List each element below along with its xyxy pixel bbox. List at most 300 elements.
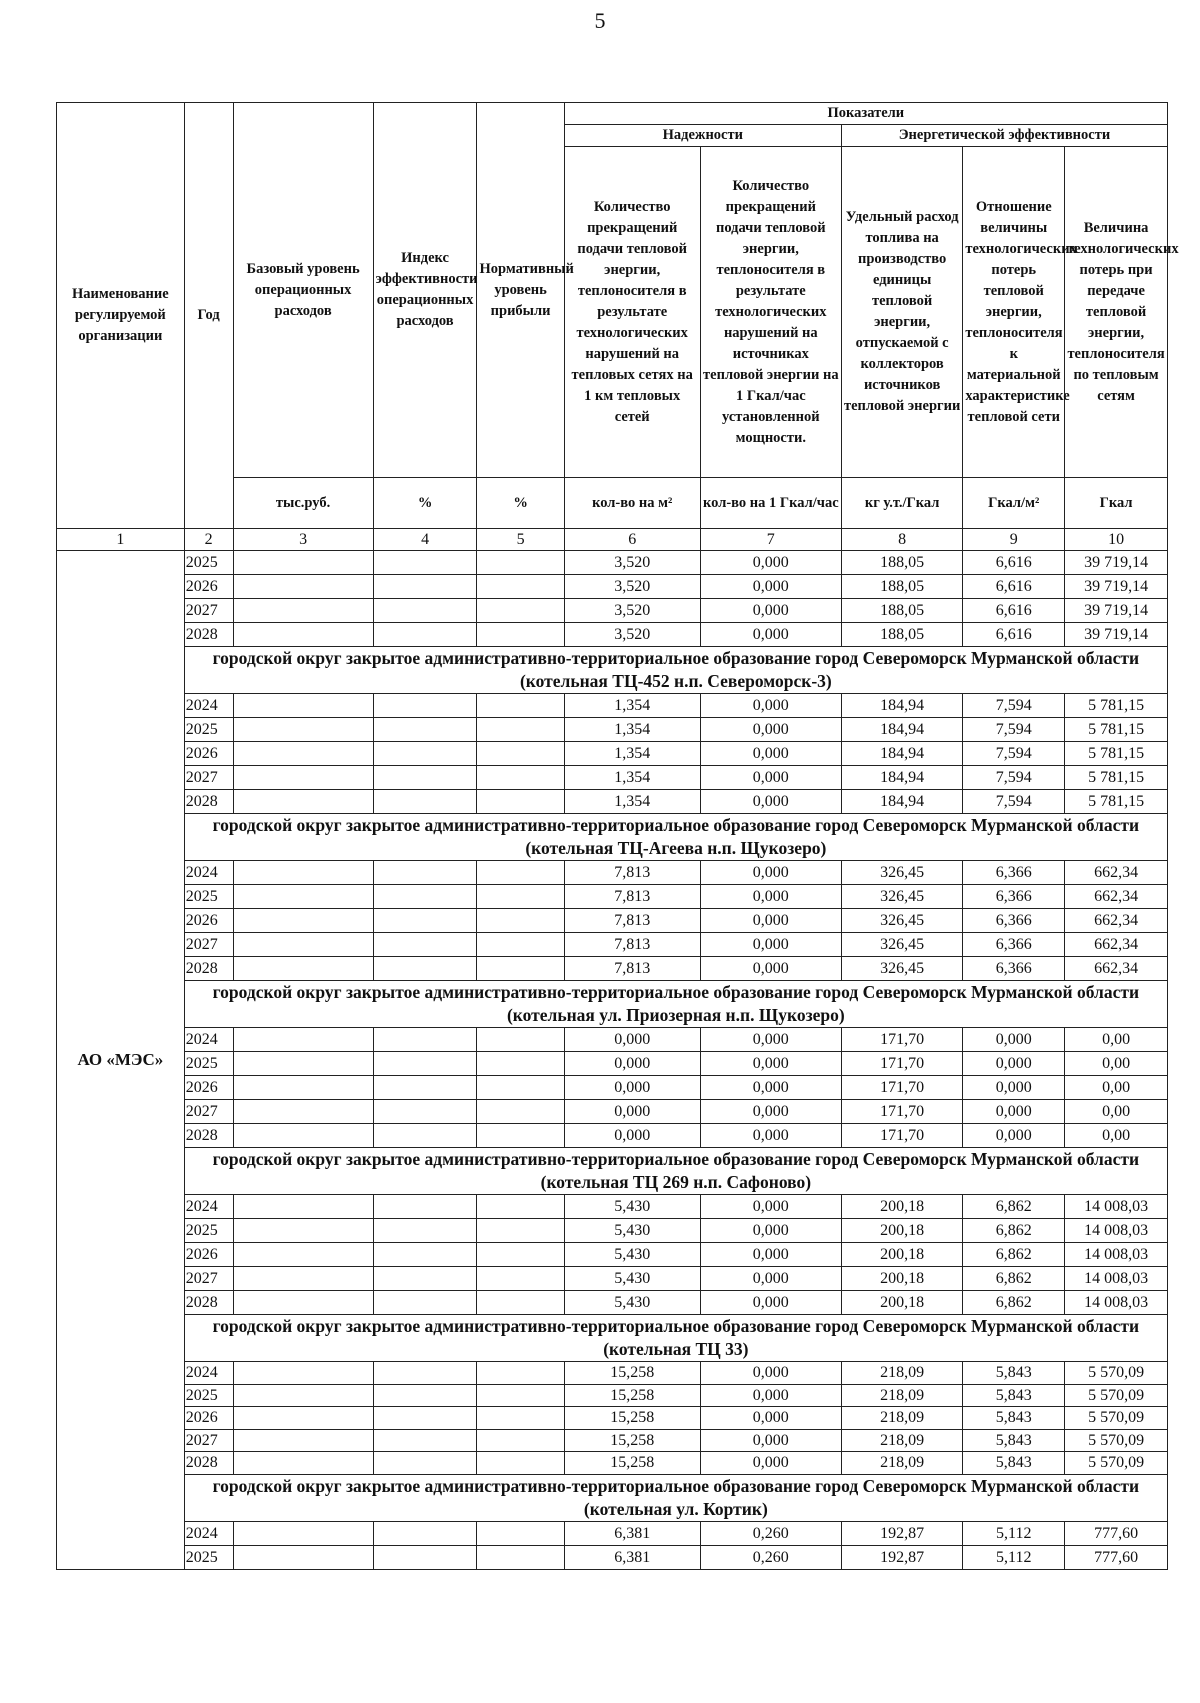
value-cell: 200,18 [841, 1267, 962, 1291]
value-cell: 0,000 [963, 1124, 1065, 1148]
table-row [57, 933, 1168, 957]
empty-cell [233, 1291, 373, 1315]
value-cell: 0,000 [700, 1124, 841, 1148]
empty-cell [233, 885, 373, 909]
year-cell: 2025 [184, 551, 233, 575]
table-row [57, 1243, 1168, 1267]
value-cell: 5 570,09 [1065, 1452, 1168, 1475]
value-cell: 7,594 [963, 742, 1065, 766]
value-cell: 14 008,03 [1065, 1243, 1168, 1267]
value-cell: 0,000 [700, 1291, 841, 1315]
value-cell: 14 008,03 [1065, 1219, 1168, 1243]
year-cell: 2027 [184, 766, 233, 790]
value-cell: 5,430 [564, 1195, 700, 1219]
year-cell: 2026 [184, 575, 233, 599]
value-cell: 0,000 [700, 742, 841, 766]
value-cell: 0,000 [700, 766, 841, 790]
empty-cell [233, 1407, 373, 1430]
value-cell: 6,381 [564, 1521, 700, 1545]
table-row [57, 1219, 1168, 1243]
empty-cell [373, 1076, 477, 1100]
value-cell: 0,000 [700, 1219, 841, 1243]
value-cell: 14 008,03 [1065, 1267, 1168, 1291]
section-title: городской округ закрытое административно-территориальное образование город Североморск Мурманской области (котельная ТЦ-452 н.п. Североморск-3) [184, 647, 1167, 694]
value-cell: 7,813 [564, 933, 700, 957]
table-row [57, 1124, 1168, 1148]
table-row [57, 1429, 1168, 1452]
value-cell: 5,843 [963, 1384, 1065, 1407]
table-row [57, 694, 1168, 718]
value-cell: 5,112 [963, 1545, 1065, 1569]
value-cell: 0,000 [963, 1028, 1065, 1052]
section-row [57, 981, 1168, 1028]
value-cell: 5 781,15 [1065, 694, 1168, 718]
empty-cell [477, 718, 564, 742]
empty-cell [373, 766, 477, 790]
empty-cell [233, 1362, 373, 1385]
empty-cell [373, 1219, 477, 1243]
value-cell: 192,87 [841, 1521, 962, 1545]
table-row [57, 1384, 1168, 1407]
value-cell: 0,000 [700, 1052, 841, 1076]
value-cell: 7,594 [963, 694, 1065, 718]
year-cell: 2028 [184, 790, 233, 814]
empty-cell [477, 1291, 564, 1315]
header-base-opex: Базовый уровень операционных расходов [233, 103, 373, 478]
empty-cell [373, 1521, 477, 1545]
empty-cell [373, 742, 477, 766]
value-cell: 0,000 [700, 957, 841, 981]
section-title: городской округ закрытое административно-территориальное образование город Североморск Мурманской области (котельная ТЦ 33) [184, 1315, 1167, 1362]
value-cell: 3,520 [564, 575, 700, 599]
table-row [57, 1100, 1168, 1124]
header-efficiency-index: Индекс эффективности операционных расходов [373, 103, 477, 478]
value-cell: 218,09 [841, 1429, 962, 1452]
empty-cell [373, 1243, 477, 1267]
value-cell: 0,000 [700, 1362, 841, 1385]
section-row [57, 1315, 1168, 1362]
empty-cell [373, 933, 477, 957]
year-cell: 2025 [184, 1052, 233, 1076]
table-row [57, 742, 1168, 766]
table-row [57, 1076, 1168, 1100]
year-cell: 2024 [184, 694, 233, 718]
value-cell: 5,843 [963, 1362, 1065, 1385]
value-cell: 171,70 [841, 1076, 962, 1100]
value-cell: 662,34 [1065, 909, 1168, 933]
header-org-name: Наименование регулируемой организации [57, 103, 185, 529]
year-cell: 2025 [184, 885, 233, 909]
value-cell: 0,000 [700, 1407, 841, 1430]
empty-cell [373, 599, 477, 623]
value-cell: 188,05 [841, 575, 962, 599]
empty-cell [373, 1267, 477, 1291]
value-cell: 171,70 [841, 1052, 962, 1076]
year-cell: 2028 [184, 1452, 233, 1475]
value-cell: 0,000 [700, 1076, 841, 1100]
table-row [57, 1362, 1168, 1385]
empty-cell [477, 1521, 564, 1545]
table-row [57, 909, 1168, 933]
table-row [57, 1267, 1168, 1291]
empty-cell [233, 1267, 373, 1291]
empty-cell [233, 1384, 373, 1407]
value-cell: 6,862 [963, 1219, 1065, 1243]
unit-cell: % [477, 478, 564, 529]
year-cell: 2025 [184, 1384, 233, 1407]
empty-cell [233, 694, 373, 718]
empty-cell [233, 1521, 373, 1545]
value-cell: 5 781,15 [1065, 766, 1168, 790]
value-cell: 5,430 [564, 1267, 700, 1291]
empty-cell [373, 694, 477, 718]
header-indicators: Показатели [564, 103, 1167, 125]
value-cell: 777,60 [1065, 1545, 1168, 1569]
value-cell: 1,354 [564, 718, 700, 742]
empty-cell [477, 599, 564, 623]
value-cell: 6,366 [963, 861, 1065, 885]
table-row [57, 599, 1168, 623]
empty-cell [373, 885, 477, 909]
header-col9: Отношение величины технологических потерь тепловой энергии, теплоносителя к материальной характеристике тепловой сети [963, 147, 1065, 478]
empty-cell [477, 861, 564, 885]
header-profit-level: Нормативный уровень прибыли [477, 103, 564, 478]
value-cell: 0,000 [700, 1429, 841, 1452]
table-row [57, 790, 1168, 814]
empty-cell [233, 909, 373, 933]
value-cell: 5 570,09 [1065, 1384, 1168, 1407]
empty-cell [233, 1124, 373, 1148]
value-cell: 3,520 [564, 599, 700, 623]
empty-cell [233, 599, 373, 623]
value-cell: 0,000 [963, 1100, 1065, 1124]
empty-cell [373, 957, 477, 981]
value-cell: 5,430 [564, 1219, 700, 1243]
section-row [57, 814, 1168, 861]
empty-cell [373, 575, 477, 599]
header-col6: Количество прекращений подачи тепловой энергии, теплоносителя в результате технологических нарушений на тепловых сетях на 1 км тепловых сетей [564, 147, 700, 478]
table-row [57, 957, 1168, 981]
empty-cell [477, 1243, 564, 1267]
value-cell: 15,258 [564, 1407, 700, 1430]
empty-cell [477, 1545, 564, 1569]
value-cell: 777,60 [1065, 1521, 1168, 1545]
column-number: 10 [1065, 529, 1168, 551]
column-number: 6 [564, 529, 700, 551]
value-cell: 6,862 [963, 1267, 1065, 1291]
year-cell: 2027 [184, 1100, 233, 1124]
table-row [57, 1291, 1168, 1315]
year-cell: 2025 [184, 1545, 233, 1569]
empty-cell [233, 1545, 373, 1569]
value-cell: 5,843 [963, 1452, 1065, 1475]
unit-cell: тыс.руб. [233, 478, 373, 529]
header-year: Год [184, 103, 233, 529]
column-number: 8 [841, 529, 962, 551]
empty-cell [233, 718, 373, 742]
empty-cell [373, 1291, 477, 1315]
value-cell: 0,000 [700, 718, 841, 742]
empty-cell [233, 766, 373, 790]
value-cell: 15,258 [564, 1362, 700, 1385]
empty-cell [373, 551, 477, 575]
header-energy-efficiency: Энергетической эффективности [841, 125, 1167, 147]
empty-cell [477, 790, 564, 814]
empty-cell [233, 623, 373, 647]
value-cell: 0,000 [700, 694, 841, 718]
value-cell: 184,94 [841, 766, 962, 790]
value-cell: 39 719,14 [1065, 551, 1168, 575]
empty-cell [477, 551, 564, 575]
value-cell: 7,813 [564, 861, 700, 885]
empty-cell [373, 718, 477, 742]
value-cell: 6,366 [963, 957, 1065, 981]
unit-cell: кг у.т./Гкал [841, 478, 962, 529]
empty-cell [477, 1219, 564, 1243]
empty-cell [373, 1195, 477, 1219]
value-cell: 218,09 [841, 1362, 962, 1385]
value-cell: 326,45 [841, 957, 962, 981]
empty-cell [233, 1429, 373, 1452]
table-row [57, 1407, 1168, 1430]
value-cell: 6,616 [963, 551, 1065, 575]
table-row [57, 623, 1168, 647]
empty-cell [233, 861, 373, 885]
value-cell: 184,94 [841, 694, 962, 718]
table-row [57, 861, 1168, 885]
value-cell: 6,862 [963, 1243, 1065, 1267]
value-cell: 0,000 [700, 909, 841, 933]
unit-cell: кол-во на м² [564, 478, 700, 529]
value-cell: 5,843 [963, 1429, 1065, 1452]
section-title: городской округ закрытое административно-территориальное образование город Североморск Мурманской области (котельная ул. Кортик) [184, 1474, 1167, 1521]
unit-cell: Гкал [1065, 478, 1168, 529]
table-row [57, 1028, 1168, 1052]
empty-cell [477, 623, 564, 647]
table-row [57, 1452, 1168, 1475]
year-cell: 2026 [184, 742, 233, 766]
empty-cell [233, 1100, 373, 1124]
value-cell: 0,000 [564, 1124, 700, 1148]
header-col10: Величина технологических потерь при передаче тепловой энергии, теплоносителя по тепловым сетям [1065, 147, 1168, 478]
value-cell: 184,94 [841, 790, 962, 814]
page-number: 5 [594, 8, 606, 33]
value-cell: 6,862 [963, 1195, 1065, 1219]
section-row [57, 1148, 1168, 1195]
empty-cell [477, 1195, 564, 1219]
value-cell: 662,34 [1065, 933, 1168, 957]
value-cell: 5 570,09 [1065, 1362, 1168, 1385]
table-body [57, 551, 1168, 1570]
section-title: городской округ закрытое административно-территориальное образование город Североморск Мурманской области (котельная ТЦ 269 н.п. Сафоново) [184, 1148, 1167, 1195]
empty-cell [373, 1429, 477, 1452]
section-row [57, 647, 1168, 694]
empty-cell [373, 861, 477, 885]
table-row [57, 718, 1168, 742]
value-cell: 0,000 [700, 1243, 841, 1267]
header-col7: Количество прекращений подачи тепловой энергии, теплоносителя в результате технологических нарушений на источниках тепловой энергии на 1 Гкал/час установленной мощности. [700, 147, 841, 478]
value-cell: 6,366 [963, 885, 1065, 909]
value-cell: 39 719,14 [1065, 575, 1168, 599]
year-cell: 2026 [184, 1407, 233, 1430]
year-cell: 2028 [184, 623, 233, 647]
empty-cell [233, 551, 373, 575]
value-cell: 6,616 [963, 599, 1065, 623]
table-row [57, 575, 1168, 599]
empty-cell [233, 1452, 373, 1475]
empty-cell [373, 1362, 477, 1385]
value-cell: 171,70 [841, 1100, 962, 1124]
value-cell: 0,000 [700, 1100, 841, 1124]
value-cell: 7,594 [963, 718, 1065, 742]
empty-cell [373, 1100, 477, 1124]
empty-cell [477, 694, 564, 718]
column-number: 2 [184, 529, 233, 551]
section-title: городской округ закрытое административно-территориальное образование город Североморск Мурманской области (котельная ТЦ-Агеева н.п. Щукозеро) [184, 814, 1167, 861]
value-cell: 192,87 [841, 1545, 962, 1569]
year-cell: 2028 [184, 957, 233, 981]
value-cell: 15,258 [564, 1384, 700, 1407]
empty-cell [477, 909, 564, 933]
value-cell: 200,18 [841, 1195, 962, 1219]
value-cell: 5,430 [564, 1243, 700, 1267]
value-cell: 5,430 [564, 1291, 700, 1315]
year-cell: 2024 [184, 1195, 233, 1219]
empty-cell [477, 1384, 564, 1407]
value-cell: 0,000 [700, 575, 841, 599]
value-cell: 0,000 [700, 933, 841, 957]
empty-cell [477, 766, 564, 790]
value-cell: 200,18 [841, 1243, 962, 1267]
value-cell: 6,616 [963, 575, 1065, 599]
empty-cell [477, 1100, 564, 1124]
empty-cell [477, 1407, 564, 1430]
year-cell: 2026 [184, 909, 233, 933]
value-cell: 7,594 [963, 766, 1065, 790]
empty-cell [233, 1219, 373, 1243]
value-cell: 3,520 [564, 551, 700, 575]
value-cell: 171,70 [841, 1124, 962, 1148]
value-cell: 326,45 [841, 885, 962, 909]
value-cell: 5,112 [963, 1521, 1065, 1545]
value-cell: 188,05 [841, 551, 962, 575]
empty-cell [233, 742, 373, 766]
unit-cell: % [373, 478, 477, 529]
empty-cell [477, 742, 564, 766]
value-cell: 0,000 [700, 551, 841, 575]
unit-cell: Гкал/м² [963, 478, 1065, 529]
year-cell: 2027 [184, 1429, 233, 1452]
value-cell: 218,09 [841, 1384, 962, 1407]
value-cell: 14 008,03 [1065, 1291, 1168, 1315]
column-number: 3 [233, 529, 373, 551]
value-cell: 326,45 [841, 909, 962, 933]
value-cell: 188,05 [841, 623, 962, 647]
column-number: 4 [373, 529, 477, 551]
value-cell: 0,260 [700, 1545, 841, 1569]
empty-cell [373, 1028, 477, 1052]
empty-cell [477, 1076, 564, 1100]
unit-cell: кол-во на 1 Гкал/час [700, 478, 841, 529]
value-cell: 1,354 [564, 742, 700, 766]
empty-cell [477, 1028, 564, 1052]
value-cell: 14 008,03 [1065, 1195, 1168, 1219]
value-cell: 188,05 [841, 599, 962, 623]
value-cell: 6,862 [963, 1291, 1065, 1315]
value-cell: 326,45 [841, 933, 962, 957]
value-cell: 0,00 [1065, 1052, 1168, 1076]
value-cell: 7,594 [963, 790, 1065, 814]
table-row [57, 1195, 1168, 1219]
table-row [57, 1545, 1168, 1569]
value-cell: 5 781,15 [1065, 790, 1168, 814]
header-reliability: Надежности [564, 125, 841, 147]
value-cell: 0,000 [700, 1028, 841, 1052]
table-row [57, 1521, 1168, 1545]
empty-cell [373, 1124, 477, 1148]
empty-cell [233, 575, 373, 599]
value-cell: 5 570,09 [1065, 1429, 1168, 1452]
empty-cell [477, 1429, 564, 1452]
empty-cell [373, 1452, 477, 1475]
column-number: 7 [700, 529, 841, 551]
value-cell: 6,616 [963, 623, 1065, 647]
year-cell: 2026 [184, 1076, 233, 1100]
value-cell: 0,000 [564, 1028, 700, 1052]
value-cell: 15,258 [564, 1429, 700, 1452]
value-cell: 6,366 [963, 909, 1065, 933]
empty-cell [477, 957, 564, 981]
value-cell: 0,000 [564, 1076, 700, 1100]
table-row [57, 1052, 1168, 1076]
value-cell: 0,00 [1065, 1100, 1168, 1124]
section-title: городской округ закрытое административно-территориальное образование город Североморск Мурманской области (котельная ул. Приозерная н.п. Щукозеро) [184, 981, 1167, 1028]
value-cell: 184,94 [841, 718, 962, 742]
empty-cell [373, 1052, 477, 1076]
value-cell: 1,354 [564, 790, 700, 814]
header-col8: Удельный расход топлива на производство единицы тепловой энергии, отпускаемой с коллекторов источников тепловой энергии [841, 147, 962, 478]
year-cell: 2024 [184, 861, 233, 885]
year-cell: 2027 [184, 1267, 233, 1291]
value-cell: 1,354 [564, 694, 700, 718]
value-cell: 3,520 [564, 623, 700, 647]
empty-cell [477, 1362, 564, 1385]
empty-cell [233, 957, 373, 981]
value-cell: 0,000 [700, 599, 841, 623]
column-number: 9 [963, 529, 1065, 551]
value-cell: 7,813 [564, 885, 700, 909]
value-cell: 662,34 [1065, 957, 1168, 981]
column-number: 5 [477, 529, 564, 551]
value-cell: 0,000 [700, 790, 841, 814]
value-cell: 0,00 [1065, 1124, 1168, 1148]
empty-cell [477, 575, 564, 599]
empty-cell [233, 1243, 373, 1267]
tariff-indicators-table [56, 102, 1179, 1570]
empty-cell [477, 885, 564, 909]
value-cell: 0,000 [564, 1100, 700, 1124]
value-cell: 6,381 [564, 1545, 700, 1569]
section-row [57, 1474, 1168, 1521]
empty-cell [373, 790, 477, 814]
year-cell: 2026 [184, 1243, 233, 1267]
year-cell: 2025 [184, 718, 233, 742]
empty-cell [373, 909, 477, 933]
empty-cell [477, 1124, 564, 1148]
value-cell: 0,000 [963, 1076, 1065, 1100]
value-cell: 218,09 [841, 1407, 962, 1430]
table-row [57, 766, 1168, 790]
